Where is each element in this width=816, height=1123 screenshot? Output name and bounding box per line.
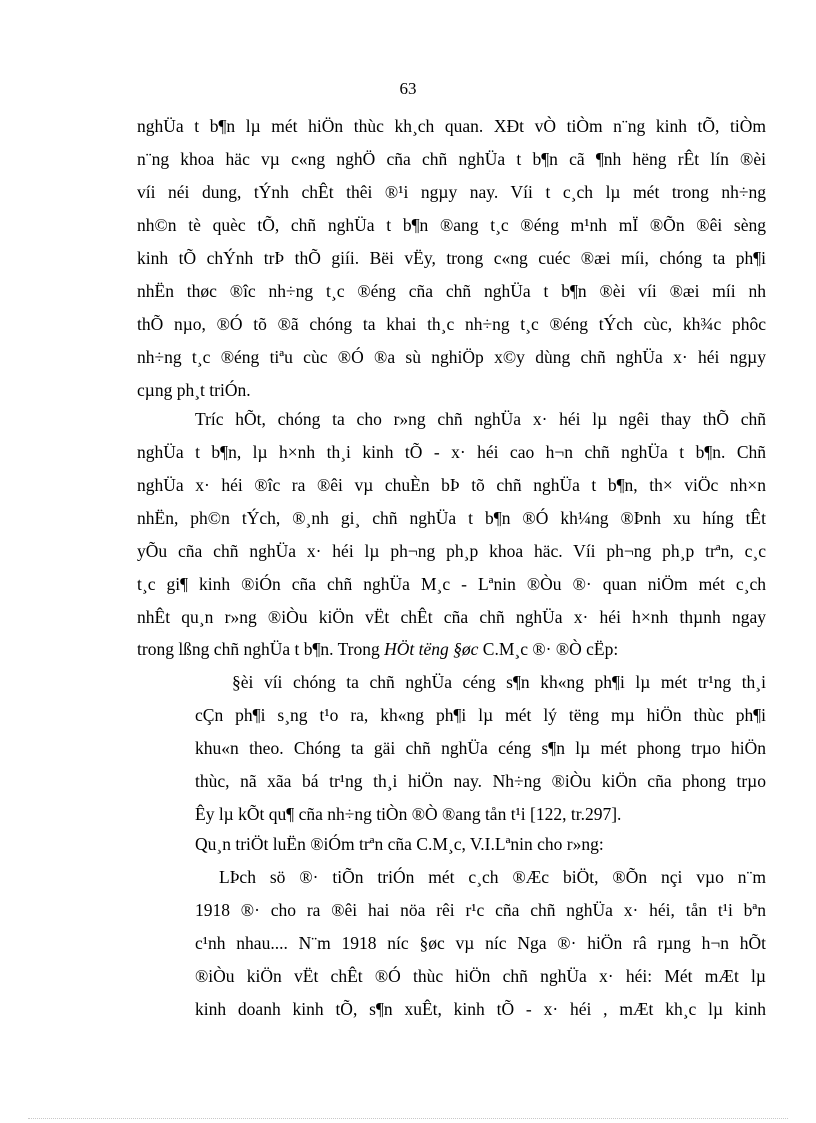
text-line: t¸c gi¶ kinh ®iÓn cña chñ nghÜa M¸c - Lªnin ®Òu ®· quan niÖm mét c¸ch (137, 574, 766, 594)
quote-line: §èi víi chóng ta chñ nghÜa céng s¶n kh«ng ph¶i lµ mét tr¹ng th¸i (232, 672, 766, 692)
page-bottom-rule (28, 1118, 788, 1119)
citation-title: HÖt tëng §øc (384, 639, 479, 659)
text-line: Tríc hÕt, chóng ta cho r»ng chñ nghÜa x· héi lµ ngêi thay thÕ chñ (195, 409, 766, 429)
text-line: nhËn thøc ®îc nh÷ng t¸c ®éng cña chñ nghÜa t b¶n ®èi víi ®æi míi nh (137, 281, 766, 301)
quote-line: khu«n theo. Chóng ta gäi chñ nghÜa céng s¶n lµ mét phong trµo hiÖn (195, 738, 766, 758)
text-line: nghÜa t b¶n lµ mét hiÖn thùc kh¸ch quan. XÐt vÒ tiÒm n¨ng kinh tÕ, tiÒm (137, 116, 766, 136)
text-line: kinh tÕ chÝnh trÞ thÕ giíi. Bëi vËy, trong c«ng cuéc ®æi míi, chóng ta ph¶i (137, 248, 766, 268)
quote-line: ®iÒu kiÖn vËt chÊt ®Ó thùc hiÖn chñ nghÜa x· héi: Mét mÆt lµ (195, 966, 766, 986)
text-line: víi néi dung, tÝnh chÊt thêi ®¹i ngµy nay. Víi t c¸ch lµ mét trong nh÷ng (137, 182, 766, 202)
text-fragment: trong lßng chñ nghÜa t b¶n. Trong (137, 639, 385, 659)
text-line: nhÊt qu¸n r»ng ®iÒu kiÖn vËt chÊt cña chñ nghÜa x· héi h×nh thµnh ngay (137, 607, 766, 627)
text-line: nghÜa t b¶n, lµ h×nh th¸i kinh tÕ - x· héi cao h¬n chñ nghÜa t b¶n. Chñ (137, 442, 766, 462)
text-line: nh©n tè quèc tÕ, chñ nghÜa t b¶n ®ang t¸c ®éng m¹nh mÏ ®Õn ®êi sèng (137, 215, 766, 235)
quote-line: LÞch sö ®· tiÕn triÓn mét c¸ch ®Æc biÖt, ®Õn nçi vµo n¨m (219, 867, 766, 887)
text-line: yÕu cña chñ nghÜa x· héi lµ ph¬ng ph¸p khoa häc. Víi ph¬ng ph¸p trªn, c¸c (137, 541, 766, 561)
quote-line: thùc, nã xãa bá tr¹ng th¸i hiÖn nay. Nh÷ng ®iÒu kiÖn cña phong trµo (195, 771, 766, 791)
text-line: nghÜa x· héi ®îc ra ®êi vµ chuÈn bÞ tõ chñ nghÜa t b¶n, th× viÖc nh×n (137, 475, 766, 495)
text-line (137, 641, 618, 659)
text-line: n¨ng khoa häc vµ c«ng nghÖ cña chñ nghÜa t b¶n cã ¶nh hëng rÊt lín ®èi (137, 149, 766, 169)
text-line: nhËn, ph©n tÝch, ®¸nh gi¸ chñ nghÜa t b¶n ®Ó kh¼ng ®Þnh xu híng tÊt (137, 508, 766, 528)
lenin-intro: Qu¸n triÖt luËn ®iÓm trªn cña C.M¸c, V.I.Lªnin cho r»ng: (195, 834, 604, 854)
quote-line: cÇn ph¶i s¸ng t¹o ra, kh«ng ph¶i lµ mét lý tëng mµ hiÖn thùc ph¶i (195, 705, 766, 725)
page-number: 63 (399, 79, 417, 98)
quote-line: Êy lµ kÕt qu¶ cña nh÷ng tiÒn ®Ò ®ang tån t¹i [122, tr.297]. (195, 804, 622, 824)
quote-line: kinh doanh kinh tÕ, s¶n xuÊt, kinh tÕ - x· héi , mÆt kh¸c lµ kinh (195, 999, 766, 1019)
quote-line: c¹nh nhau.... N¨m 1918 níc §øc vµ níc Nga ®· hiÖn râ rµng h¬n hÕt (195, 933, 766, 953)
quote-line: 1918 ®· cho ra ®êi hai nöa rêi r¹c cña chñ nghÜa x· héi, tån t¹i bªn (195, 900, 766, 920)
text-line: cµng ph¸t triÓn. (137, 380, 251, 400)
text-fragment: C.M¸c ®· ®Ò cËp: (478, 639, 619, 659)
text-line: nh÷ng t¸c ®éng tiªu cùc ®Ó ®a sù nghiÖp x©y dùng chñ nghÜa x· héi ngµy (137, 347, 766, 367)
text-line: thÕ nµo, ®Ó tõ ®ã chóng ta khai th¸c nh÷ng t¸c ®éng tÝch cùc, kh¾c phôc (137, 314, 766, 334)
